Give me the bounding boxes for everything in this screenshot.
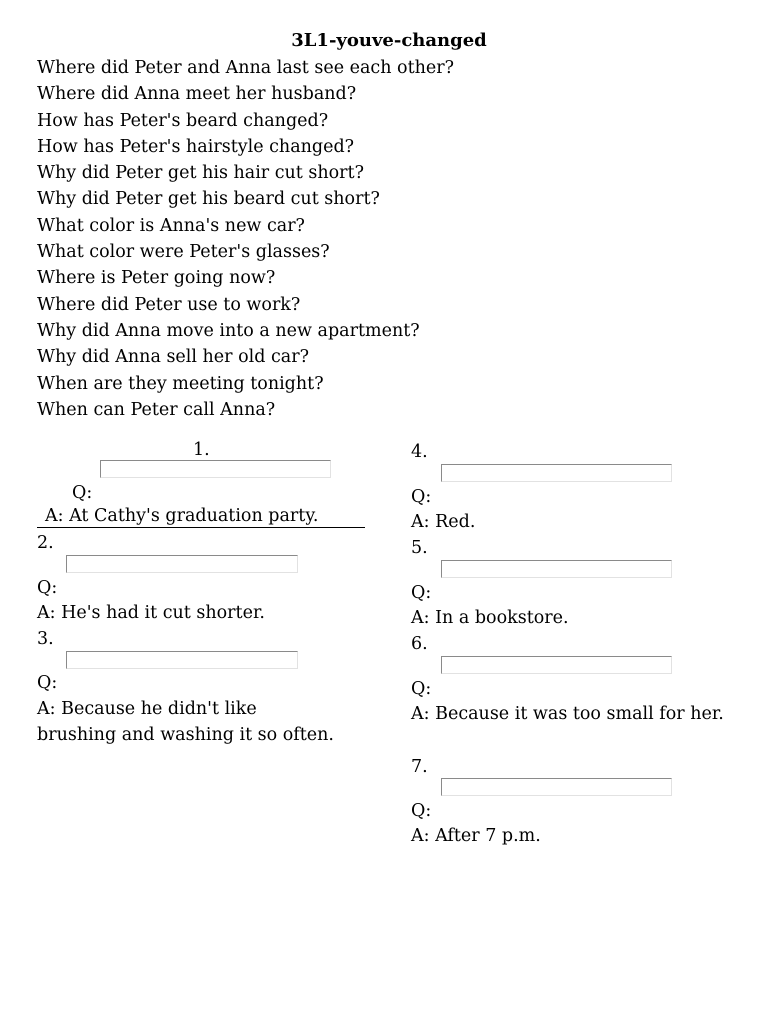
question-item: Why did Anna sell her old car? bbox=[37, 347, 309, 368]
answer-4: A: Red. bbox=[411, 512, 476, 532]
q-label-1: Q: bbox=[72, 483, 93, 503]
question-item: Where did Anna meet her husband? bbox=[37, 84, 357, 105]
question-item: What color were Peter's glasses? bbox=[37, 242, 330, 263]
item-number-7: 7. bbox=[411, 757, 428, 777]
question-item: Why did Peter get his hair cut short? bbox=[37, 163, 364, 184]
question-list bbox=[37, 55, 454, 423]
question-item: Where is Peter going now? bbox=[37, 268, 276, 289]
answer-5: A: In a bookstore. bbox=[411, 608, 569, 628]
question-input-6[interactable] bbox=[441, 656, 672, 674]
q-label-3: Q: bbox=[37, 673, 58, 693]
question-input-4[interactable] bbox=[441, 464, 672, 482]
question-item: Why did Anna move into a new apartment? bbox=[37, 320, 420, 341]
answer-1: A: At Cathy's graduation party. bbox=[45, 506, 319, 526]
page-title: 3L1-youve-changed bbox=[291, 30, 487, 51]
item-number-1: 1. bbox=[193, 440, 210, 460]
item-number-3: 3. bbox=[37, 629, 54, 649]
item-number-2: 2. bbox=[37, 533, 54, 553]
question-item: What color is Anna's new car? bbox=[37, 215, 305, 236]
answer-6: A: Because it was too small for her. bbox=[411, 704, 724, 724]
question-input-1[interactable] bbox=[100, 460, 331, 478]
question-item: Where did Peter and Anna last see each other? bbox=[37, 58, 455, 78]
question-input-2[interactable] bbox=[66, 555, 298, 573]
question-input-7[interactable] bbox=[441, 778, 672, 796]
question-item: How has Peter's beard changed? bbox=[37, 110, 329, 131]
answer-7: A: After 7 p.m. bbox=[411, 826, 541, 846]
q-label-5: Q: bbox=[411, 583, 432, 603]
question-item: When can Peter call Anna? bbox=[37, 399, 276, 420]
answer-2: A: He's had it cut shorter. bbox=[37, 603, 265, 623]
answer-underline bbox=[37, 527, 365, 528]
q-label-6: Q: bbox=[411, 679, 432, 699]
question-item: When are they meeting tonight? bbox=[37, 373, 324, 394]
item-number-4: 4. bbox=[411, 442, 428, 462]
q-label-7: Q: bbox=[411, 801, 432, 821]
item-number-6: 6. bbox=[411, 634, 428, 654]
question-input-5[interactable] bbox=[441, 560, 672, 578]
question-input-3[interactable] bbox=[66, 651, 298, 669]
question-item: How has Peter's hairstyle changed? bbox=[37, 136, 355, 157]
question-item: Why did Peter get his beard cut short? bbox=[37, 189, 380, 210]
item-number-5: 5. bbox=[411, 538, 428, 558]
q-label-4: Q: bbox=[411, 487, 432, 507]
q-label-2: Q: bbox=[37, 578, 58, 598]
answer-3: A: Because he didn't like brushing and washing it so often. bbox=[37, 699, 334, 745]
question-item: Where did Peter use to work? bbox=[37, 294, 301, 315]
